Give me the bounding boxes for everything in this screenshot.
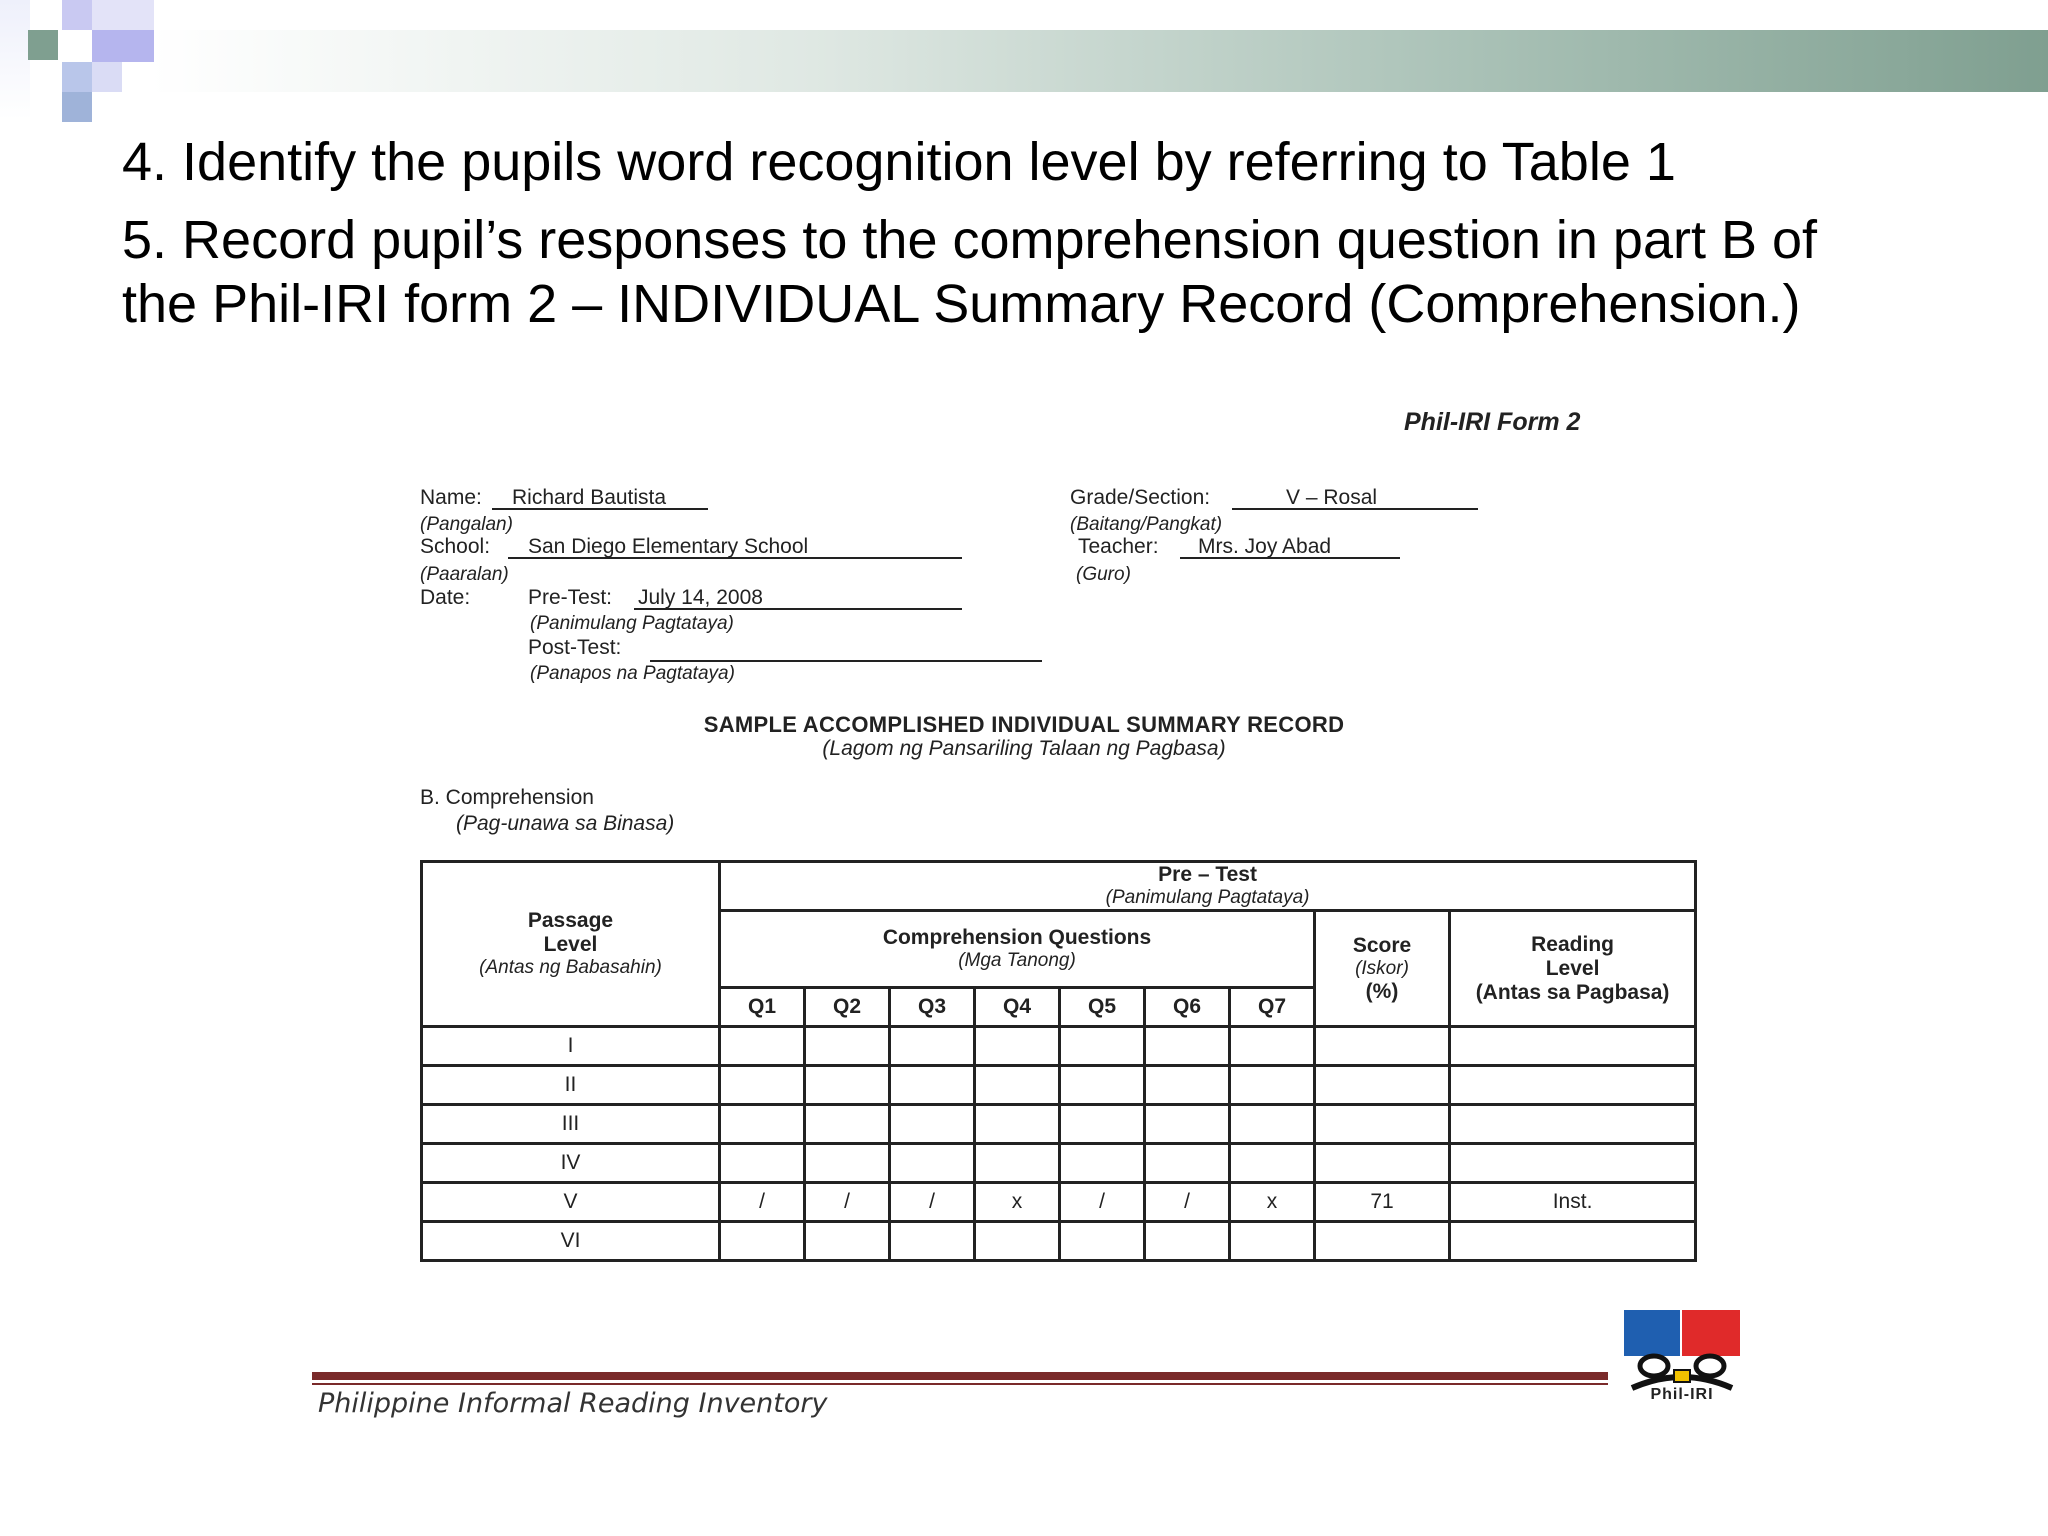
answer-cell-q7: [1230, 1144, 1315, 1183]
table-row: [422, 1183, 1696, 1222]
table-row: [422, 1105, 1696, 1144]
comprehension-questions-label: Comprehension Questions: [882, 926, 1152, 949]
score-cell: [1315, 1144, 1450, 1183]
answer-cell-q6: [1145, 1144, 1230, 1183]
table-row: [422, 1027, 1696, 1066]
instruction-step-4: 4. Identify the pupils word recognition level by referring to Table 1: [122, 132, 1676, 192]
score-header-label: Score: [1352, 933, 1412, 957]
school-value: San Diego Elementary School: [508, 535, 962, 559]
answer-cell-q5: [1060, 1144, 1145, 1183]
header-square-decoration: [62, 62, 92, 92]
header-square-decoration: [92, 0, 154, 30]
name-label: Name:: [420, 486, 482, 509]
reading-level-header-line1: Reading: [1531, 932, 1614, 956]
answer-cell-q5: [1060, 1027, 1145, 1066]
passage-level-cell: IV: [422, 1144, 720, 1183]
pretest-header-sublabel: (Panimulang Pagtataya): [1105, 887, 1310, 908]
reading-level-header-line2: Level: [1545, 956, 1600, 980]
passage-level-sublabel: (Antas ng Babasahin): [479, 957, 662, 978]
grade-section-label: Grade/Section:: [1070, 486, 1211, 509]
answer-cell-q6: [1145, 1105, 1230, 1144]
answer-cell-q5: /: [1060, 1183, 1145, 1222]
header-square-decoration: [92, 62, 122, 92]
header-square-decoration: [92, 30, 154, 62]
footer-divider-thin: [312, 1383, 1608, 1385]
answer-cell-q4: [975, 1144, 1060, 1183]
pretest-sublabel: (Panimulang Pagtataya): [530, 613, 734, 634]
score-header: [1315, 911, 1450, 1027]
name-value: Richard Bautista: [492, 486, 708, 510]
instruction-step-5: 5. Record pupil’s responses to the comprehension question in part B of: [122, 210, 1818, 270]
passage-level-header: [422, 862, 720, 1027]
header-square-decoration: [62, 92, 92, 122]
answer-cell-q3: [890, 1222, 975, 1261]
form-title: Phil-IRI Form 2: [1404, 408, 1581, 436]
grade-section-sublabel: (Baitang/Pangkat): [1070, 514, 1223, 535]
question-header-q6: Q6: [1145, 988, 1230, 1027]
score-header-sublabel: (Iskor): [1355, 957, 1409, 979]
reading-level-cell: [1450, 1027, 1696, 1066]
answer-cell-q2: [805, 1144, 890, 1183]
answer-cell-q7: [1230, 1222, 1315, 1261]
footer-text: Philippine Informal Reading Inventory: [318, 1388, 828, 1419]
answer-cell-q2: [805, 1222, 890, 1261]
footer-divider: [312, 1372, 1608, 1380]
header-square-decoration: [28, 30, 58, 60]
answer-cell-q4: [975, 1027, 1060, 1066]
answer-cell-q5: [1060, 1066, 1145, 1105]
answer-cell-q4: x: [975, 1183, 1060, 1222]
question-header-q1: Q1: [720, 988, 805, 1027]
header-square-decoration: [62, 0, 92, 30]
grade-section-value: V – Rosal: [1232, 486, 1478, 510]
teacher-value: Mrs. Joy Abad: [1180, 535, 1400, 559]
name-sublabel: (Pangalan): [420, 514, 513, 535]
comprehension-table-body: [422, 1027, 1696, 1261]
teacher-sublabel: (Guro): [1076, 564, 1131, 585]
answer-cell-q6: /: [1145, 1183, 1230, 1222]
answer-cell-q7: [1230, 1105, 1315, 1144]
answer-cell-q4: [975, 1222, 1060, 1261]
pretest-date-value: July 14, 2008: [634, 586, 962, 610]
question-header-q7: Q7: [1230, 988, 1315, 1027]
answer-cell-q4: [975, 1066, 1060, 1105]
school-sublabel: (Paaralan): [420, 564, 509, 585]
reading-level-cell: [1450, 1144, 1696, 1183]
summary-record-subtitle: (Lagom ng Pansariling Talaan ng Pagbasa): [822, 737, 1226, 760]
instruction-step-5-continued: the Phil-IRI form 2 – INDIVIDUAL Summary Record (Comprehension.): [122, 274, 1801, 334]
pretest-header-label: Pre – Test: [1158, 863, 1257, 886]
score-cell: [1315, 1105, 1450, 1144]
answer-cell-q6: [1145, 1066, 1230, 1105]
answer-cell-q5: [1060, 1222, 1145, 1261]
answer-cell-q3: [890, 1144, 975, 1183]
table-row: [422, 1066, 1696, 1105]
answer-cell-q3: [890, 1105, 975, 1144]
posttest-label: Post-Test:: [528, 636, 622, 659]
summary-record-title: SAMPLE ACCOMPLISHED INDIVIDUAL SUMMARY RECORD: [703, 712, 1345, 737]
header-gradient-band: [150, 30, 2048, 92]
answer-cell-q4: [975, 1105, 1060, 1144]
reading-level-header: [1450, 911, 1696, 1027]
answer-cell-q2: [805, 1105, 890, 1144]
comprehension-questions-sublabel: (Mga Tanong): [958, 950, 1076, 971]
answer-cell-q7: [1230, 1066, 1315, 1105]
answer-cell-q2: [805, 1027, 890, 1066]
date-label: Date:: [420, 586, 471, 609]
answer-cell-q1: [720, 1222, 805, 1261]
logo-label: Phil-IRI: [1650, 1386, 1714, 1403]
score-cell: [1315, 1222, 1450, 1261]
header-square-decoration: [0, 0, 30, 120]
table-row: [422, 1222, 1696, 1261]
question-header-q2: Q2: [805, 988, 890, 1027]
answer-cell-q1: [720, 1144, 805, 1183]
reading-level-cell: [1450, 1105, 1696, 1144]
passage-level-header-line2: Level: [543, 933, 598, 956]
passage-level-header-line1: Passage: [527, 909, 614, 932]
answer-cell-q7: x: [1230, 1183, 1315, 1222]
answer-cell-q3: [890, 1066, 975, 1105]
pretest-label: Pre-Test:: [528, 586, 613, 609]
reading-level-sublabel: (Antas sa Pagbasa): [1475, 980, 1670, 1004]
pretest-header: [720, 862, 1696, 911]
answer-cell-q2: [805, 1066, 890, 1105]
answer-cell-q1: [720, 1027, 805, 1066]
teacher-label: Teacher:: [1078, 535, 1159, 558]
answer-cell-q7: [1230, 1027, 1315, 1066]
passage-level-cell: VI: [422, 1222, 720, 1261]
answer-cell-q1: [720, 1066, 805, 1105]
question-header-q4: Q4: [975, 988, 1060, 1027]
comprehension-questions-header: [720, 911, 1315, 988]
comprehension-table: [420, 860, 1697, 1262]
score-header-unit: (%): [1365, 979, 1399, 1003]
reading-level-cell: Inst.: [1450, 1183, 1696, 1222]
answer-cell-q6: [1145, 1222, 1230, 1261]
section-label: B. Comprehension: [420, 786, 594, 809]
answer-cell-q3: [890, 1027, 975, 1066]
section-sublabel: (Pag-unawa sa Binasa): [456, 812, 675, 835]
question-header-q3: Q3: [890, 988, 975, 1027]
answer-cell-q3: /: [890, 1183, 975, 1222]
reading-level-cell: [1450, 1066, 1696, 1105]
score-cell: [1315, 1066, 1450, 1105]
passage-level-cell: I: [422, 1027, 720, 1066]
school-label: School:: [420, 535, 491, 558]
passage-level-cell: II: [422, 1066, 720, 1105]
answer-cell-q1: /: [720, 1183, 805, 1222]
passage-level-cell: III: [422, 1105, 720, 1144]
score-cell: 71: [1315, 1183, 1450, 1222]
posttest-date-value: [650, 636, 1042, 662]
answer-cell-q6: [1145, 1027, 1230, 1066]
score-cell: [1315, 1027, 1450, 1066]
passage-level-cell: V: [422, 1183, 720, 1222]
answer-cell-q2: /: [805, 1183, 890, 1222]
answer-cell-q5: [1060, 1105, 1145, 1144]
table-row: [422, 1144, 1696, 1183]
posttest-sublabel: (Panapos na Pagtataya): [530, 663, 735, 684]
answer-cell-q1: [720, 1105, 805, 1144]
question-header-q5: Q5: [1060, 988, 1145, 1027]
reading-level-cell: [1450, 1222, 1696, 1261]
